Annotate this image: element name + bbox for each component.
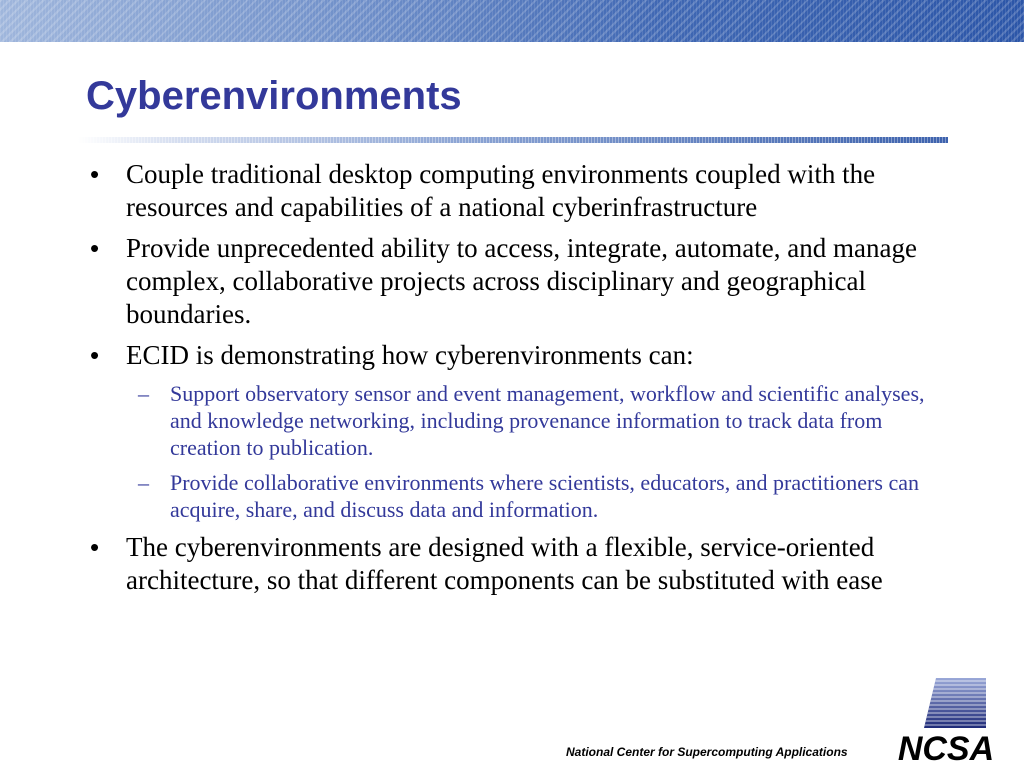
bullet-item bbox=[90, 531, 940, 597]
sub-bullet-dash: – bbox=[138, 381, 149, 406]
slide-title: Cyberenvironments bbox=[86, 74, 462, 118]
ncsa-logo bbox=[884, 676, 1008, 764]
logo-wordmark: NCSA bbox=[897, 730, 995, 764]
sub-bullet-dash: – bbox=[138, 470, 149, 495]
bullet-text: Couple traditional desktop computing environments coupled with the resources and capabilities of a national cyberinfrastructure bbox=[126, 159, 876, 222]
bullet-dot: • bbox=[90, 159, 100, 189]
sub-bullet-text: Provide collaborative environments where scientists, educators, and practitioners can acquire, share, and discuss data and information. bbox=[170, 470, 919, 522]
bullet-dot: • bbox=[90, 532, 100, 562]
footer-organization: National Center for Supercomputing Applications bbox=[566, 745, 848, 759]
bullet-list bbox=[90, 158, 940, 605]
sub-bullet-item bbox=[90, 469, 940, 523]
header-band bbox=[0, 0, 1024, 42]
bullet-text: The cyberenvironments are designed with a flexible, service-oriented architecture, so that different components can be substituted with ease bbox=[126, 532, 883, 595]
sub-bullet-text: Support observatory sensor and event management, workflow and scientific analyses, and knowledge networking, including provenance information to track data from creation to publication. bbox=[170, 381, 925, 460]
bullet-dot: • bbox=[90, 340, 100, 370]
bullet-item bbox=[90, 158, 940, 224]
bullet-text: Provide unprecedented ability to access, integrate, automate, and manage complex, collaborative projects across disciplinary and geographical boundaries. bbox=[126, 233, 917, 329]
bullet-item bbox=[90, 339, 940, 372]
logo-wedge-icon bbox=[924, 678, 986, 728]
bullet-dot: • bbox=[90, 233, 100, 263]
bullet-item bbox=[90, 232, 940, 331]
sub-bullet-item bbox=[90, 380, 940, 461]
title-underline bbox=[78, 137, 948, 143]
bullet-text: ECID is demonstrating how cyberenvironments can: bbox=[126, 340, 694, 370]
